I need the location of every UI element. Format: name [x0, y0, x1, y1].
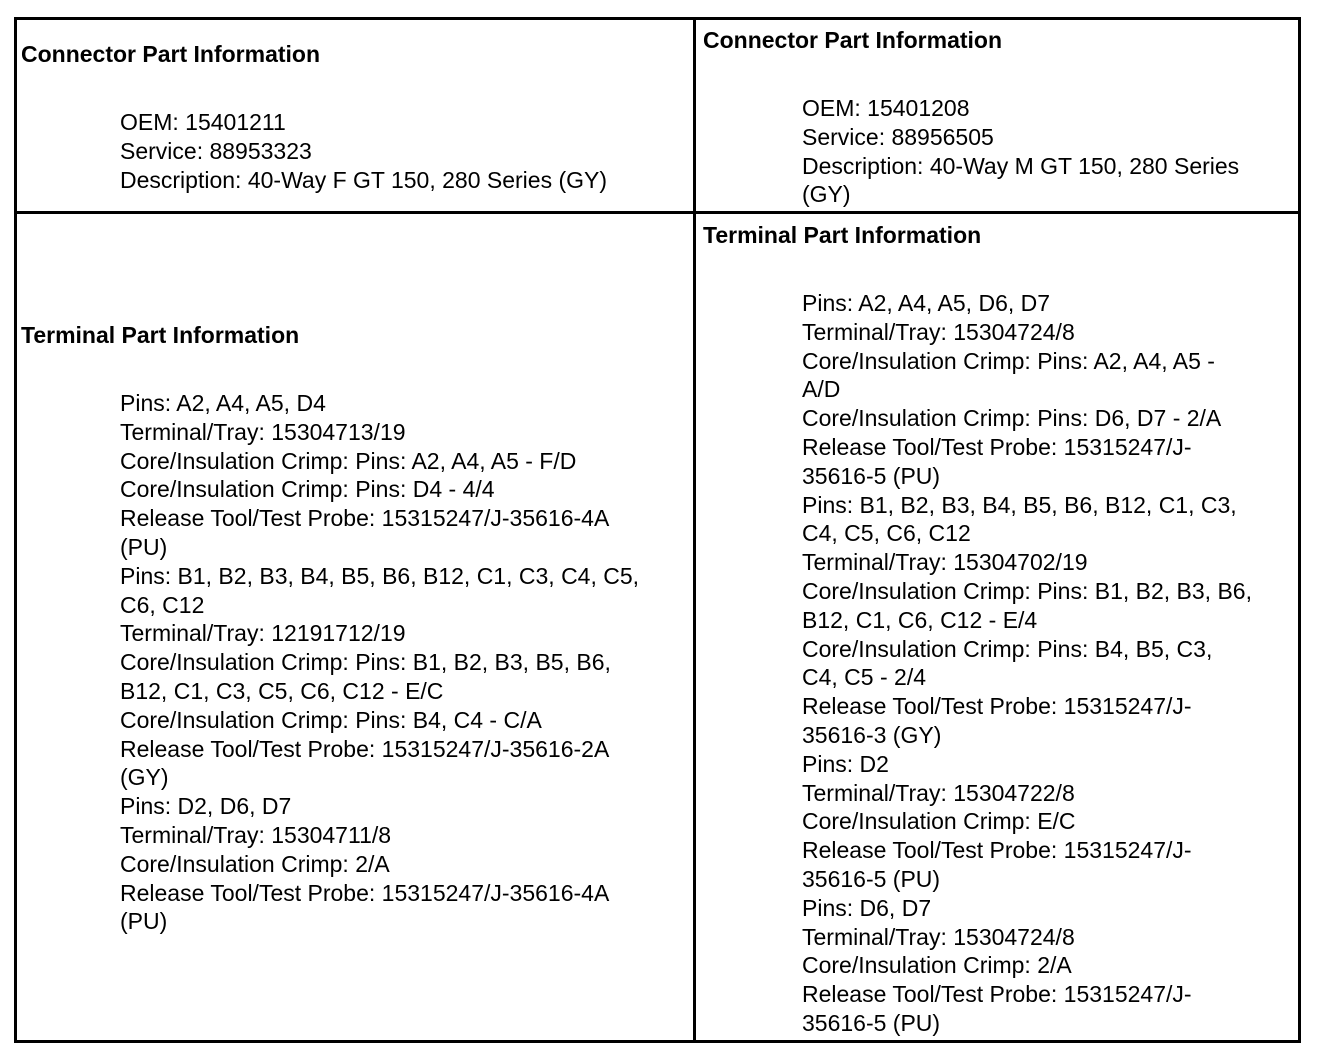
- detail-line: Terminal/Tray: 15304722/8: [802, 779, 1075, 806]
- detail-line: Description: 40-Way M GT 150, 280 Series: [802, 152, 1240, 179]
- detail-line: Description: 40-Way F GT 150, 280 Series (GY): [120, 166, 608, 193]
- detail-line: Release Tool/Test Probe: 15315247/J-: [802, 433, 1192, 460]
- detail-line: Core/Insulation Crimp: E/C: [802, 808, 1076, 835]
- detail-line: Core/Insulation Crimp: Pins: B4, C4 - C/A: [120, 706, 542, 733]
- detail-line: Core/Insulation Crimp: 2/A: [802, 952, 1072, 979]
- detail-line: Terminal/Tray: 15304711/8: [120, 821, 392, 848]
- right-connector-details: [802, 94, 1239, 209]
- detail-line: Terminal/Tray: 15304702/19: [802, 549, 1088, 576]
- detail-line: Core/Insulation Crimp: Pins: D4 - 4/4: [120, 476, 495, 503]
- detail-line: Terminal/Tray: 15304713/19: [120, 418, 406, 445]
- left-connector-details: [120, 108, 607, 194]
- detail-line: Pins: D2: [802, 750, 889, 777]
- detail-line: Core/Insulation Crimp: 2/A: [120, 850, 390, 877]
- detail-line: OEM: 15401208: [802, 95, 970, 121]
- detail-line: 35616-5 (PU): [802, 462, 941, 489]
- detail-line: C4, C5, C6, C12: [802, 520, 971, 547]
- detail-line: Core/Insulation Crimp: Pins: B4, B5, C3,: [802, 635, 1213, 662]
- detail-line: Service: 88953323: [120, 137, 312, 164]
- detail-line: 35616-5 (PU): [802, 865, 941, 892]
- detail-line: Core/Insulation Crimp: Pins: A2, A4, A5 - F/D: [120, 447, 577, 474]
- detail-line: Pins: B1, B2, B3, B4, B5, B6, B12, C1, C3, C4, C5,: [120, 562, 640, 589]
- row-divider: [14, 211, 1301, 214]
- column-divider: [693, 17, 696, 1043]
- detail-line: Terminal/Tray: 15304724/8: [802, 923, 1075, 950]
- right-terminal-details: [802, 289, 1252, 1038]
- left-terminal-heading: Terminal Part Information: [21, 322, 300, 348]
- detail-line: Release Tool/Test Probe: 15315247/J-: [802, 693, 1192, 720]
- detail-line: (GY): [120, 764, 169, 791]
- detail-line: Terminal/Tray: 15304724/8: [802, 318, 1075, 345]
- detail-line: Pins: A2, A4, A5, D6, D7: [802, 290, 1051, 316]
- detail-line: Release Tool/Test Probe: 15315247/J-35616-2A: [120, 735, 610, 762]
- detail-line: Core/Insulation Crimp: Pins: B1, B2, B3, B5, B6,: [120, 649, 611, 676]
- detail-line: Release Tool/Test Probe: 15315247/J-: [802, 837, 1192, 864]
- detail-line: Release Tool/Test Probe: 15315247/J-35616-4A: [120, 879, 610, 906]
- detail-line: Pins: D2, D6, D7: [120, 793, 292, 820]
- detail-line: Release Tool/Test Probe: 15315247/J-: [802, 981, 1192, 1008]
- detail-line: Release Tool/Test Probe: 15315247/J-35616-4A: [120, 505, 610, 532]
- right-terminal-heading: Terminal Part Information: [703, 222, 982, 248]
- detail-line: Core/Insulation Crimp: Pins: B1, B2, B3, B6,: [802, 577, 1252, 604]
- detail-line: (GY): [802, 181, 851, 208]
- detail-line: B12, C1, C6, C12 - E/4: [802, 606, 1038, 633]
- detail-line: Pins: B1, B2, B3, B4, B5, B6, B12, C1, C3,: [802, 491, 1237, 518]
- right-connector-heading: Connector Part Information: [703, 27, 1003, 53]
- detail-line: C4, C5 - 2/4: [802, 664, 926, 691]
- detail-line: Pins: D6, D7: [802, 894, 932, 921]
- detail-line: Service: 88956505: [802, 123, 994, 150]
- detail-line: C6, C12: [120, 591, 205, 618]
- left-terminal-details: [120, 389, 639, 936]
- detail-line: (PU): [120, 533, 168, 560]
- left-connector-heading: Connector Part Information: [21, 41, 321, 67]
- detail-line: 35616-3 (GY): [802, 721, 942, 748]
- detail-line: B12, C1, C3, C5, C6, C12 - E/C: [120, 677, 444, 704]
- detail-line: Core/Insulation Crimp: Pins: D6, D7 - 2/A: [802, 405, 1222, 432]
- detail-line: Terminal/Tray: 12191712/19: [120, 620, 406, 647]
- detail-line: Core/Insulation Crimp: Pins: A2, A4, A5 -: [802, 347, 1215, 374]
- detail-line: OEM: 15401211: [120, 109, 286, 135]
- detail-line: Pins: A2, A4, A5, D4: [120, 390, 326, 416]
- detail-line: A/D: [802, 376, 841, 403]
- detail-line: (PU): [120, 908, 168, 935]
- detail-line: 35616-5 (PU): [802, 1009, 941, 1036]
